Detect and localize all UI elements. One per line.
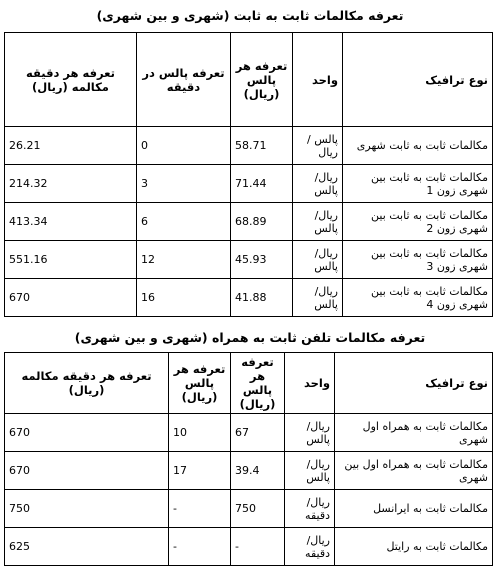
cell-traffic-type: مکالمات ثابت به ایرانسل	[335, 490, 493, 528]
cell-traffic-type: مکالمات ثابت به ثابت شهری	[343, 127, 493, 165]
cell-rate-per-minute: 214.32	[5, 165, 137, 203]
table-row	[5, 490, 493, 528]
cell-rate-per-minute: 670	[5, 414, 169, 452]
table-row	[5, 528, 493, 566]
cell-pulse-per-minute: 6	[137, 203, 231, 241]
cell-unit: ریال/ پالس	[285, 452, 335, 490]
cell-pulse-rate: 71.44	[231, 165, 293, 203]
header-rate-per-minute: تعرفه هر دقیقه مکالمه (ریال)	[5, 33, 137, 127]
cell-traffic-type: مکالمات ثابت به همراه اول شهری	[335, 414, 493, 452]
header-traffic-type: نوع ترافیک	[343, 33, 493, 127]
cell-pulse-rate: 750	[231, 490, 285, 528]
table-header-row	[5, 353, 493, 414]
cell-rate-per-minute: 26.21	[5, 127, 137, 165]
cell-pulse-count: -	[169, 490, 231, 528]
header-unit: واحد	[293, 33, 343, 127]
cell-rate-per-minute: 551.16	[5, 241, 137, 279]
cell-pulse-rate: 45.93	[231, 241, 293, 279]
table-row	[5, 241, 493, 279]
cell-pulse-rate: 41.88	[231, 279, 293, 317]
cell-rate-per-minute: 413.34	[5, 203, 137, 241]
table-header-row	[5, 33, 493, 127]
cell-traffic-type: مکالمات ثابت به ثابت بین شهری زون 2	[343, 203, 493, 241]
table-row	[5, 165, 493, 203]
cell-traffic-type: مکالمات ثابت به رایتل	[335, 528, 493, 566]
header-pulse-rate-2: تعرفه هر پالس (ریال)	[169, 353, 231, 414]
header-pulse-rate: تعرفه هر پالس (ریال)	[231, 353, 285, 414]
cell-unit: ریال/ پالس	[293, 279, 343, 317]
header-pulse-rate: تعرفه هر پالس (ریال)	[231, 33, 293, 127]
cell-unit: ریال/ دقیقه	[285, 528, 335, 566]
cell-rate-per-minute: 625	[5, 528, 169, 566]
cell-unit: ریال/ پالس	[293, 203, 343, 241]
fixed-to-mobile-tariff-table	[4, 352, 493, 566]
table-row	[5, 279, 493, 317]
cell-pulse-per-minute: 16	[137, 279, 231, 317]
cell-pulse-rate: 39.4	[231, 452, 285, 490]
cell-pulse-rate: 67	[231, 414, 285, 452]
cell-traffic-type: مکالمات ثابت به همراه اول بین شهری	[335, 452, 493, 490]
cell-rate-per-minute: 670	[5, 452, 169, 490]
header-traffic-type: نوع ترافیک	[335, 353, 493, 414]
fixed-to-fixed-tariff-table	[4, 32, 493, 317]
cell-rate-per-minute: 670	[5, 279, 137, 317]
table-row	[5, 203, 493, 241]
header-pulse-per-minute: تعرفه پالس در دقیقه	[137, 33, 231, 127]
cell-pulse-count: 10	[169, 414, 231, 452]
table2-title: تعرفه مکالمات تلفن ثابت به همراه (شهری و بین شهری)	[74, 330, 426, 345]
header-unit: واحد	[285, 353, 335, 414]
cell-unit: ریال/ پالس	[293, 165, 343, 203]
cell-unit: پالس /ریال	[293, 127, 343, 165]
cell-traffic-type: مکالمات ثابت به ثابت بین شهری زون 1	[343, 165, 493, 203]
cell-traffic-type: مکالمات ثابت به ثابت بین شهری زون 3	[343, 241, 493, 279]
cell-pulse-count: 17	[169, 452, 231, 490]
header-rate-per-minute: تعرفه هر دقیقه مکالمه (ریال)	[5, 353, 169, 414]
cell-pulse-per-minute: 3	[137, 165, 231, 203]
cell-pulse-per-minute: 12	[137, 241, 231, 279]
cell-unit: ریال/ پالس	[293, 241, 343, 279]
cell-pulse-rate: -	[231, 528, 285, 566]
cell-pulse-rate: 68.89	[231, 203, 293, 241]
table-row	[5, 127, 493, 165]
cell-pulse-count: -	[169, 528, 231, 566]
table-row	[5, 414, 493, 452]
cell-unit: ریال/ پالس	[285, 414, 335, 452]
cell-pulse-rate: 58.71	[231, 127, 293, 165]
table1-title: تعرفه مکالمات ثابت به ثابت (شهری و بین شهری)	[96, 8, 404, 23]
cell-pulse-per-minute: 0	[137, 127, 231, 165]
cell-unit: ریال/ دقیقه	[285, 490, 335, 528]
table-row	[5, 452, 493, 490]
cell-rate-per-minute: 750	[5, 490, 169, 528]
cell-traffic-type: مکالمات ثابت به ثابت بین شهری زون 4	[343, 279, 493, 317]
